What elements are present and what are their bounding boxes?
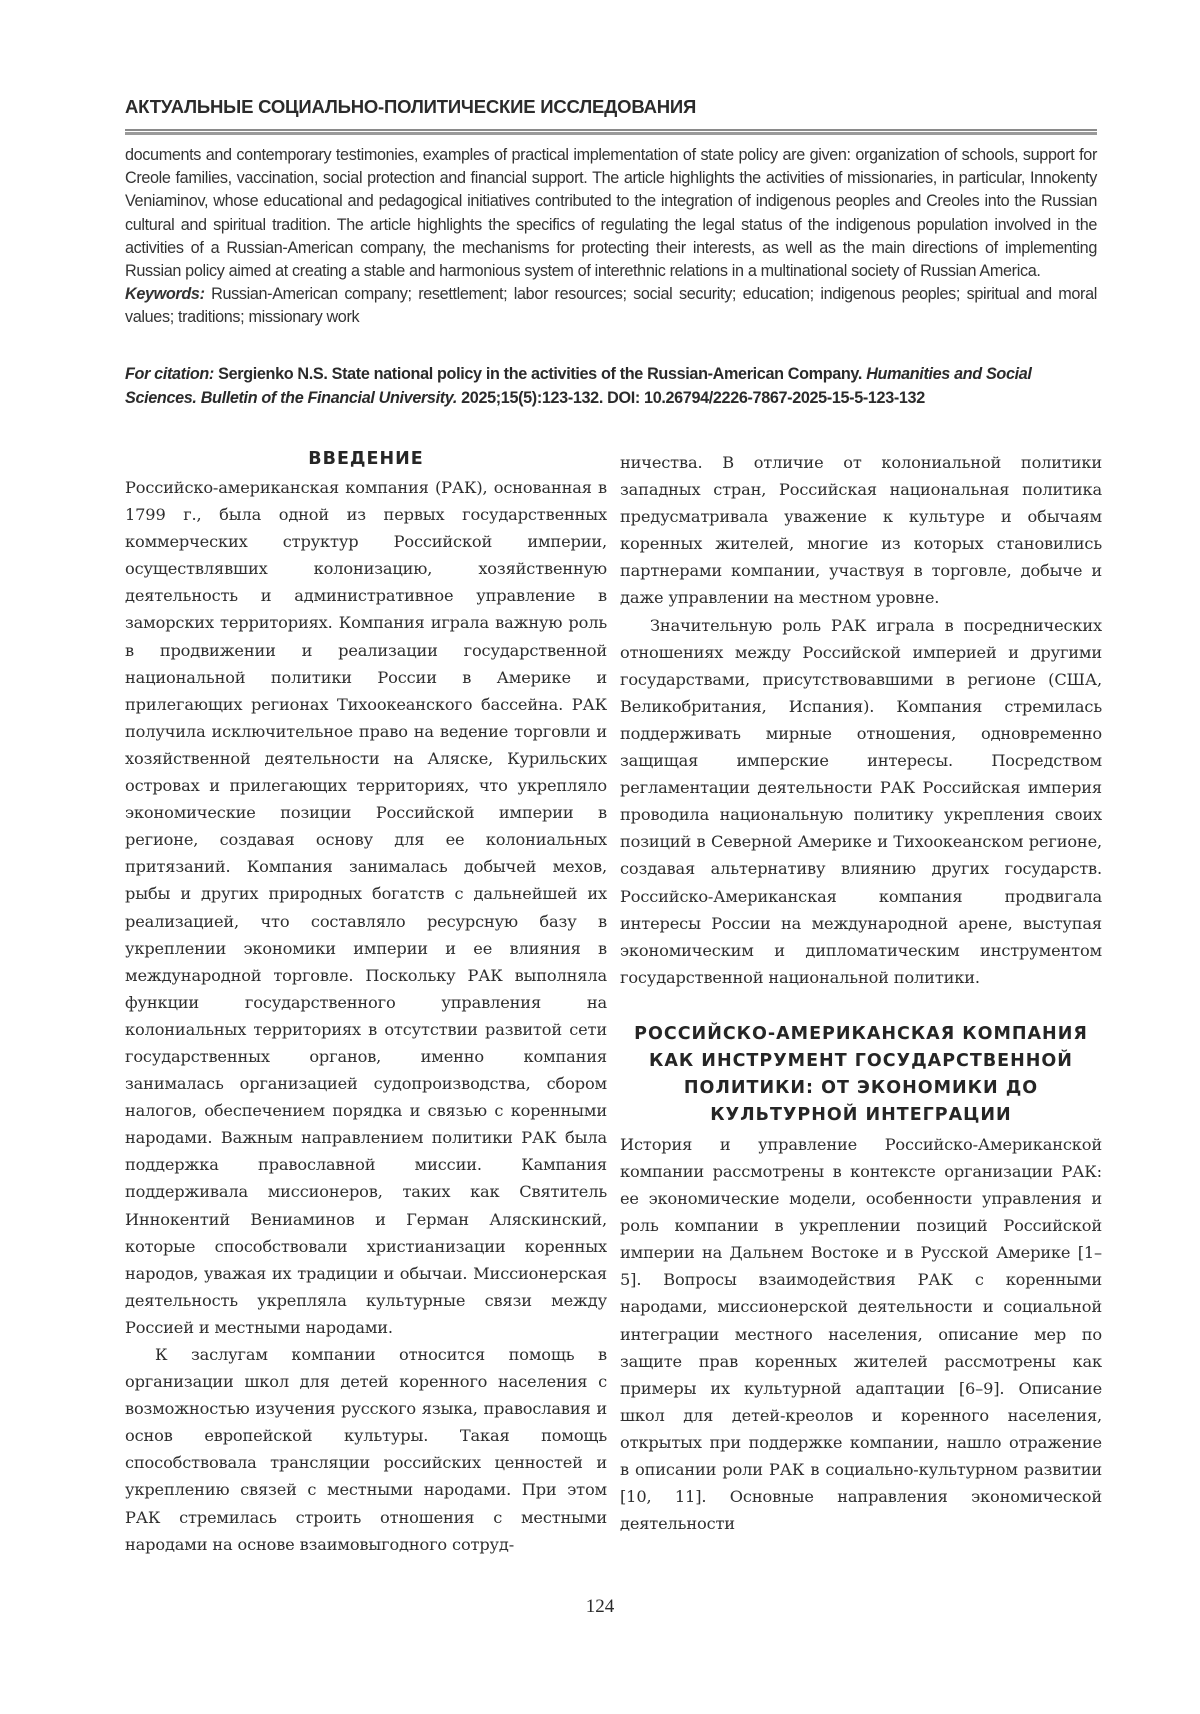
keywords-label: Keywords:	[125, 285, 205, 304]
header-double-rule	[125, 129, 1097, 132]
citation-title: Sergienko N.S. State national policy in the activities of the Russian-American Company.	[218, 365, 863, 383]
right-column	[620, 449, 1102, 1537]
body-paragraph: История и управление Российско-Американской компании рассмотрены в контексте организации РАК: ее экономические модели, особенности управления и роль компании в укреплении позиций Российской империи на Дальнем Востоке и в Русской Америке [1–5]. Вопросы взаимодействия РАК с коренными народами, миссионерской деятельности и социальной интеграции местного населения, описание мер по защите прав коренных жителей рассмотрены как примеры их культурной адаптации [6–9]. Описание школ для детей-креолов и коренного населения, открытых при поддержке компании, нашло отражение в описании роли РАК в социально-культурном развитии [10, 11]. Основные направления экономической деятельности	[620, 1134, 1102, 1534]
left-column	[125, 446, 607, 1558]
journal-section-title: АКТУАЛЬНЫЕ СОЦИАЛЬНО-ПОЛИТИЧЕСКИЕ ИССЛЕДОВАНИЯ	[125, 96, 697, 117]
running-header	[125, 94, 1097, 132]
section-heading-introduction: ВВЕДЕНИЕ	[308, 449, 424, 469]
citation-details: 2025;15(5):123-132. DOI: 10.26794/2226-7867-2025-15-5-123-132	[461, 389, 925, 407]
body-paragraph: К заслугам компании относится помощь в организации школ для детей коренного населения с возможностью изучения русского языка, православия и основ европейской культуры. Такая помощь способствовала трансляции российских ценностей и укреплению связей с местными народами. При этом РАК стремилась строить отношения с местными народами на основе взаимовыгодного сотруд-	[125, 1345, 607, 1554]
abstract-block	[125, 144, 1097, 330]
citation-block	[125, 362, 1097, 410]
section-heading-rac-instrument: РОССИЙСКО-АМЕРИКАНСКАЯ КОМПАНИЯ КАК ИНСТРУМЕНТ ГОСУДАРСТВЕННОЙ ПОЛИТИКИ: ОТ ЭКОНОМИКИ ДО КУЛЬТУРНОЙ ИНТЕГРАЦИИ	[634, 1023, 1088, 1125]
citation-journal: Humanities and Social Sciences. Bulletin of the Financial University.	[125, 365, 1032, 407]
body-paragraph: ничества. В отличие от колониальной политики западных стран, Российская национальная политика предусматривала уважение к культуре и обычаям коренных жителей, многие из которых становились партнерами компании, участвуя в торговле, добыче и даже управлении на местном уровне.	[620, 453, 1102, 608]
body-paragraph: Российско-американская компания (РАК), основанная в 1799 г., была одной из первых государственных коммерческих структур Российской империи, осуществлявших колонизацию, хозяйственную деятельность и административное управление в заморских территориях. Компания играла важную роль в продвижении и реализации государственной национальной политики России в Америке и прилегающих регионах Тихоокеанского бассейна. РАК получила исключительное право на ведение торговли и хозяйственной деятельности на Аляске, Курильских островах и прилегающих территориях, что укрепляло экономические позиции Российской империи в регионе, создавая основу для ее колониальных притязаний. Компания занималась добычей мехов, рыбы и других природных богатств с дальнейшей их реализацией, что составляло ресурсную базу в укреплении экономики империи и ее влияния в международной торговле. Поскольку РАК выполняла функции государственного управления на колониальных территориях в отсутствии развитой сети государственных органов, именно компания занималась организацией судопроизводства, сбором налогов, обеспечением порядка и связью с коренными народами. Важным направлением политики РАК была поддержка православной миссии. Кампания поддерживала миссионеров, таких как Святитель Иннокентий Вениаминов и Герман Аляскинский, которые способствовали христианизации коренных народов, уважая их традиции и обычаи. Миссионерская деятельность укрепляла культурные связи между Россией и местными народами.	[125, 478, 607, 1337]
page-number: 124	[585, 1596, 615, 1617]
abstract-text: documents and contemporary testimonies, examples of practical implementation of state policy are given: organization of schools, support for Creole families, vaccination, social protection and financial support. The article highlights the activities of missionaries, in particular, Innokenty Veniaminov, whose educational and pedagogical initiatives contributed to the integration of indigenous peoples and Creoles into the Russian cultural and spiritual tradition. The article highlights the specifics of regulating the legal status of the indigenous population involved in the activities of a Russian-American company, the mechanisms for protecting their interests, as well as the main directions of implementing Russian policy aimed at creating a stable and harmonious system of interethnic relations in a multinational society of Russian America.	[125, 146, 1097, 281]
keywords-line	[125, 283, 1097, 329]
body-paragraph: Значительную роль РАК играла в посреднических отношениях между Российской империей и другими государствами, присутствовавшими в регионе (США, Великобритания, Испания). Компания стремилась поддерживать мирные отношения, одновременно защищая имперские интересы. Посредством регламентации деятельности РАК Российская империя проводила национальную политику укрепления своих позиций в Северной Америке и Тихоокеанском регионе, создавая альтернативу влиянию других государств. Российско-Американская компания продвигала интересы России на международной арене, выступая экономическим и дипломатическим инструментом государственной национальной политики.	[620, 615, 1102, 987]
keywords-text: Russian-American company; resettlement; labor resources; social security; education; indigenous peoples; spiritual and moral values; traditions; missionary work	[125, 285, 1097, 327]
citation-label: For citation:	[125, 365, 214, 383]
